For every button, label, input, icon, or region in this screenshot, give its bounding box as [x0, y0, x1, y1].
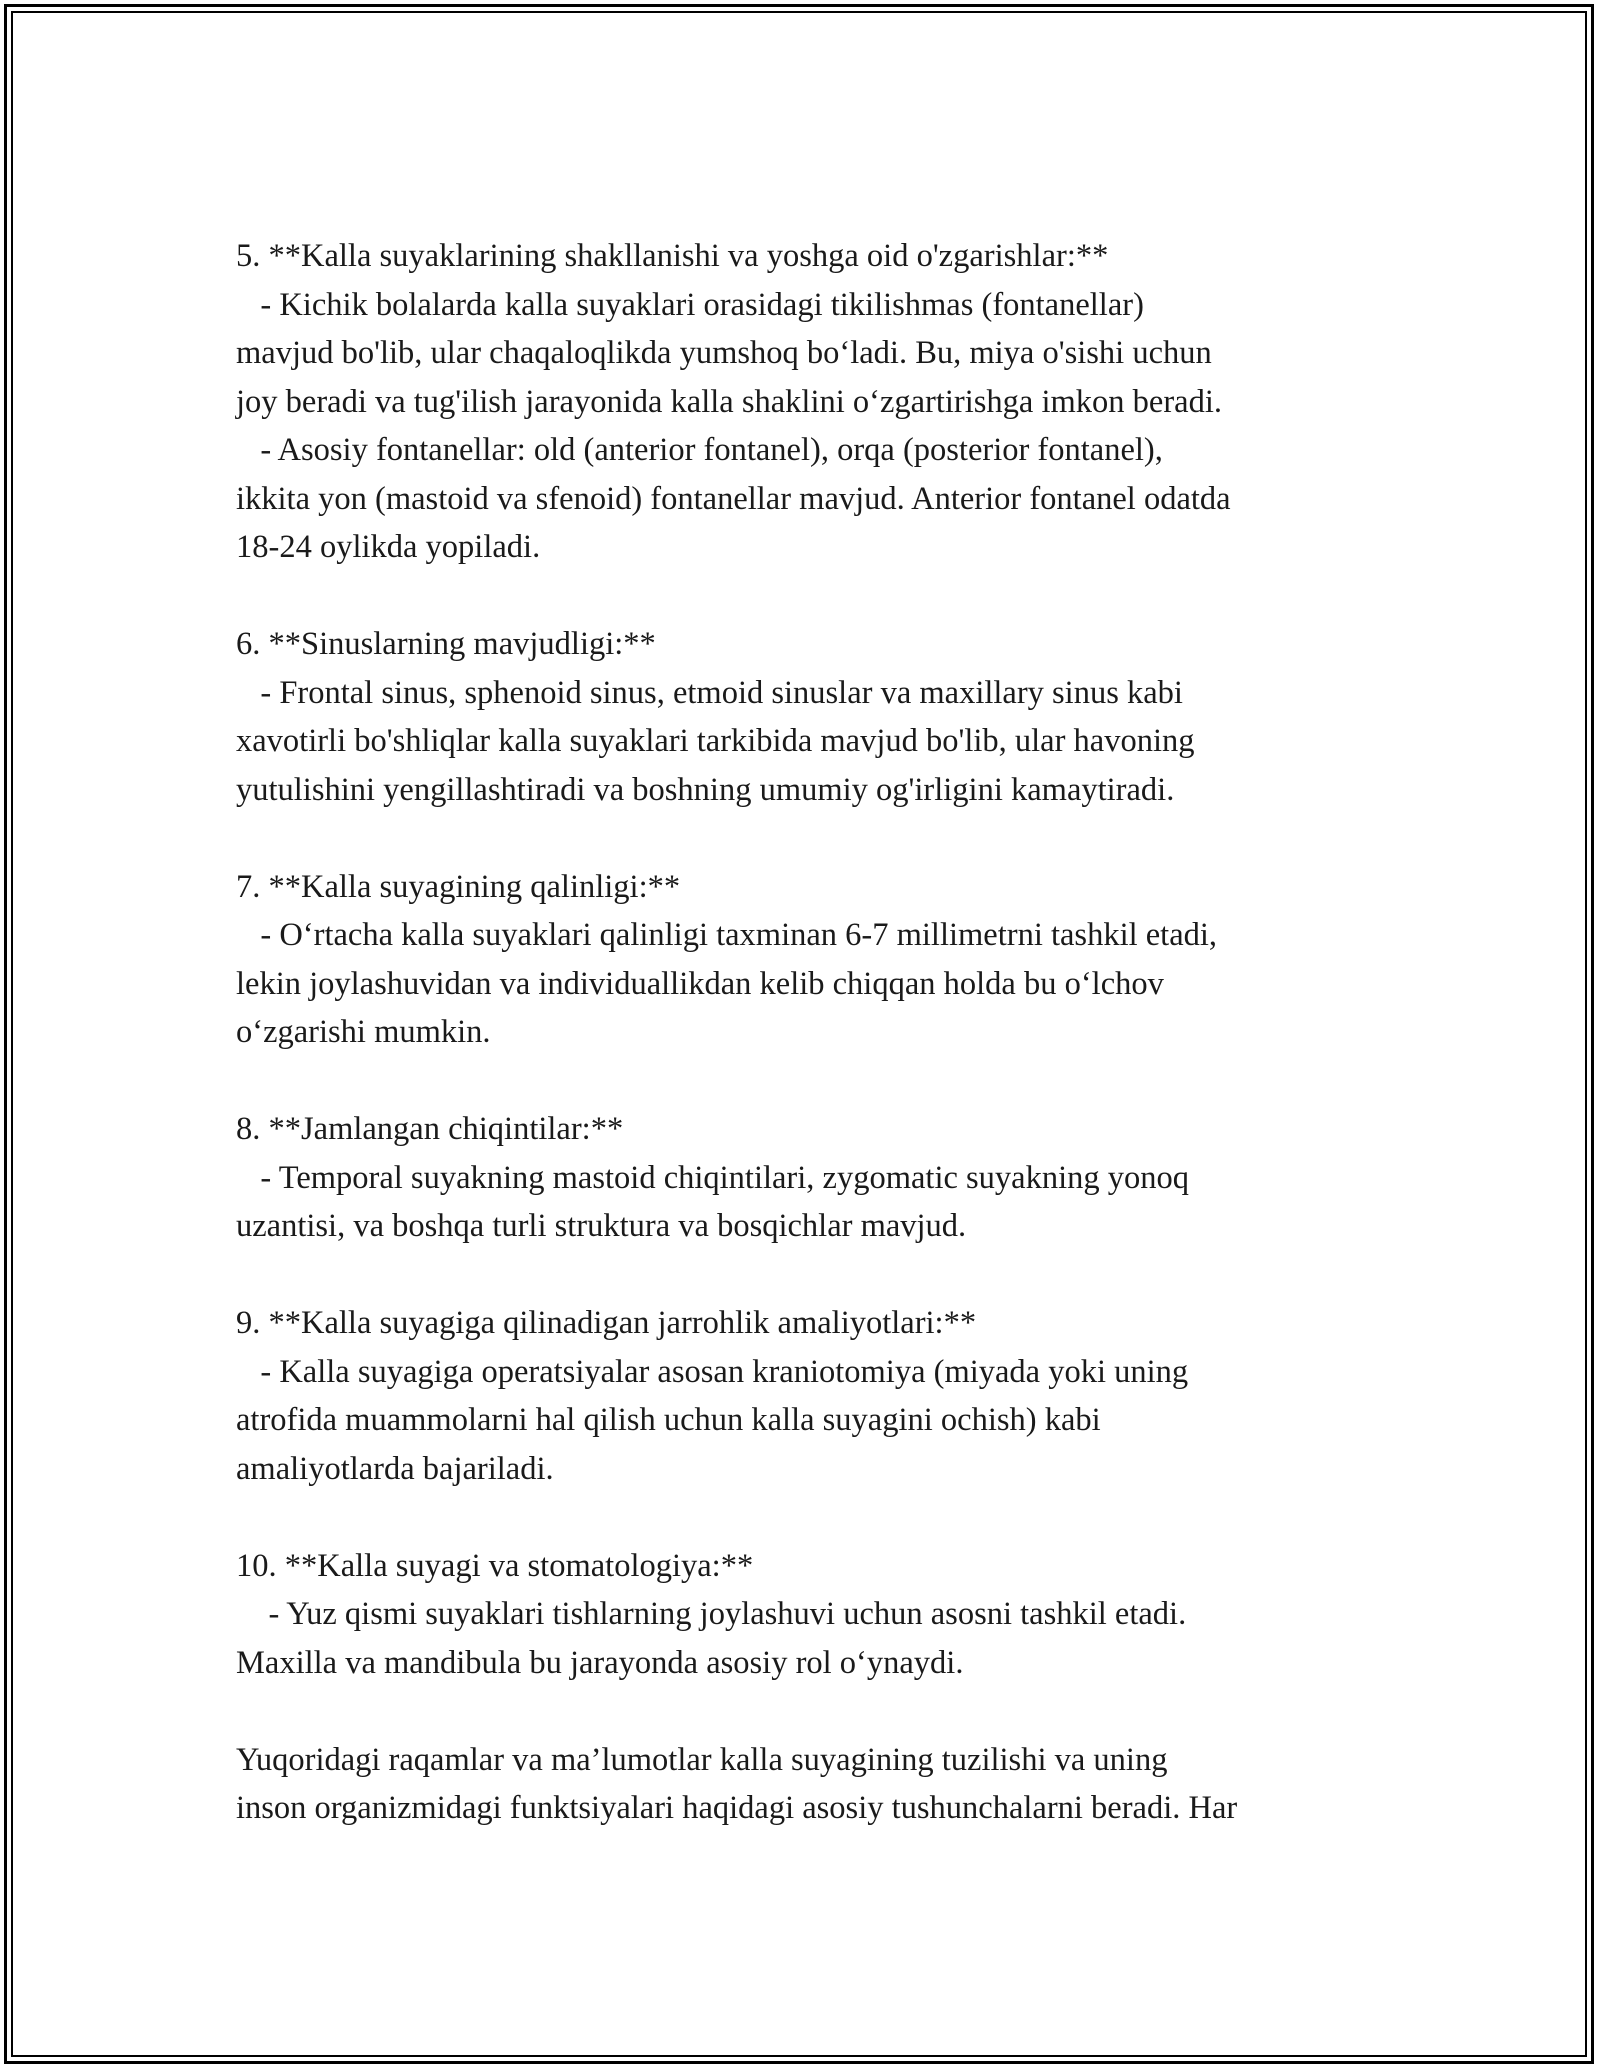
text-line: ikkita yon (mastoid va sfenoid) fontanellar mavjud. Anterior fontanel odatda — [236, 480, 1231, 517]
section-heading: 7. **Kalla suyagining qalinligi:** — [236, 868, 681, 905]
section-skull-formation — [236, 232, 1416, 572]
text-line: 18-24 oylikda yopiladi. — [236, 529, 541, 565]
text-line: joy beradi va tug'ilish jarayonida kalla shaklini o‘zgartirishga imkon beradi. — [236, 383, 1222, 420]
text-line: - Yuz qismi suyaklari tishlarning joylashuvi uchun asosni tashkil etadi. — [236, 1596, 1187, 1632]
text-line: yutulishini yengillashtiradi va boshning umumiy og'irligini kamaytiradi. — [236, 771, 1175, 808]
section-conclusion — [236, 1736, 1416, 1833]
text-line: xavotirli bo'shliqlar kalla suyaklari tarkibida mavjud bo'lib, ular havoning — [236, 723, 1195, 759]
section-surgery — [236, 1299, 1416, 1493]
section-processes — [236, 1105, 1416, 1251]
section-heading: 10. **Kalla suyagi va stomatologiya:** — [236, 1547, 754, 1584]
text-line: - Frontal sinus, sphenoid sinus, etmoid sinuslar va maxillary sinus kabi — [236, 674, 1183, 711]
text-line: - Temporal suyakning mastoid chiqintilari, zygomatic suyakning yonoq — [236, 1159, 1190, 1196]
text-line: - Asosiy fontanellar: old (anterior fontanel), orqa (posterior fontanel), — [236, 432, 1163, 468]
section-stomatology — [236, 1542, 1416, 1688]
text-line: uzantisi, va boshqa turli struktura va bosqichlar mavjud. — [236, 1208, 967, 1244]
text-line: atrofida muammolarni hal qilish uchun kalla suyagini ochish) kabi — [236, 1402, 1101, 1438]
text-line: - Kichik bolalarda kalla suyaklari orasidagi tikilishmas (fontanellar) — [236, 286, 1144, 323]
section-sinuses — [236, 620, 1416, 814]
section-heading: 8. **Jamlangan chiqintilar:** — [236, 1111, 624, 1147]
text-line: inson organizmidagi funktsiyalari haqidagi asosiy tushunchalarni beradi. Har — [236, 1790, 1238, 1826]
text-line: - O‘rtacha kalla suyaklari qalinligi taxminan 6-7 millimetrni tashkil etadi, — [236, 917, 1218, 953]
text-line: Maxilla va mandibula bu jarayonda asosiy rol o‘ynaydi. — [236, 1644, 964, 1681]
section-skull-thickness — [236, 863, 1416, 1057]
section-heading: 9. **Kalla suyagiga qilinadigan jarrohlik amaliyotlari:** — [236, 1305, 977, 1341]
text-line: o‘zgarishi mumkin. — [236, 1014, 491, 1050]
text-line: - Kalla suyagiga operatsiyalar asosan kraniotomiya (miyada yoki uning — [236, 1353, 1189, 1390]
text-line: mavjud bo'lib, ular chaqaloqlikda yumshoq bo‘ladi. Bu, miya o'sishi uchun — [236, 335, 1212, 371]
text-line: Yuqoridagi raqamlar va ma’lumotlar kalla suyagining tuzilishi va uning — [236, 1741, 1168, 1778]
document-body — [236, 232, 1416, 1881]
text-line: amaliyotlarda bajariladi. — [236, 1450, 554, 1487]
section-heading: 6. **Sinuslarning mavjudligi:** — [236, 626, 656, 662]
text-line: lekin joylashuvidan va individuallikdan kelib chiqqan holda bu o‘lchov — [236, 965, 1164, 1002]
section-heading: 5. **Kalla suyaklarining shakllanishi va yoshga oid o'zgarishlar:** — [236, 238, 1109, 274]
